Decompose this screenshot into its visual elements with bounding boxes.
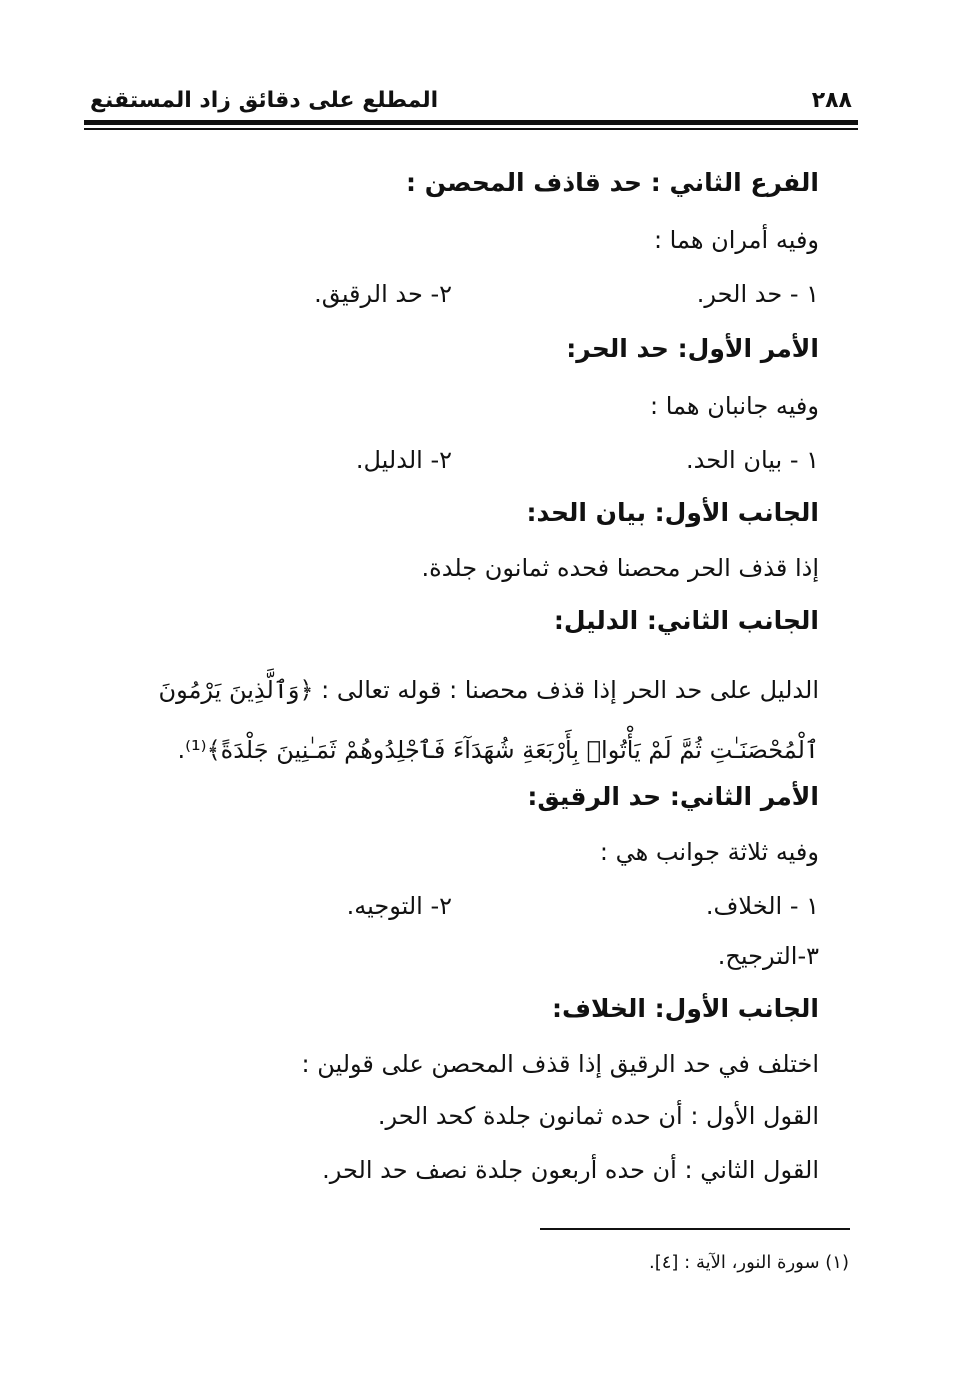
running-title: المطلع على دقائق زاد المستقنع [90,88,439,113]
subheading: الجانب الثاني: الدليل: [553,606,819,635]
header-rule-thin [84,128,858,130]
text-line: وفيه ثلاثة جوانب هي : [599,838,819,866]
subheading: الأمر الأول: حد الحر: [566,334,819,363]
footnote-rule [540,1228,850,1230]
text-line: اختلف في حد الرقيق إذا قذف المحصن على قولين : [301,1050,819,1078]
list-item-1: ١ - حد الحر. [696,280,819,308]
subheading: الجانب الأول: الخلاف: [551,994,819,1023]
list-item-1: ١ - الخلاف. [705,892,819,920]
section-heading: الفرع الثاني : حد قاذف المحصن : [406,168,819,197]
list-item-2: ٢- الدليل. [355,446,452,474]
text-line: وفيه أمران هما : [653,226,819,254]
text-line: وفيه جانبان هما : [650,392,819,420]
subheading: الجانب الأول: بيان الحد: [526,498,819,527]
header-rule-thick [84,120,858,125]
quran-paragraph: الدليل على حد الحر إذا قذف محصنا : قوله تعالى : ﴿وَٱلَّذِينَ يَرْمُونَ ٱلْمُحْصَنَـٰتِ ثُمَّ لَمْ يَأْتُوا۟ بِأَرْبَعَةِ شُهَدَآءَ فَٱجْلِدُوهُمْ ثَمَـٰنِينَ جَلْدَةً﴾⁽¹⁾. [158,676,819,764]
list-item-2: ٢- التوجيه. [346,892,452,920]
subheading: الأمر الثاني: حد الرقيق: [527,782,819,811]
page-header [84,88,858,122]
list-item-3: ٣-الترجيح. [717,942,819,970]
text-line: القول الأول : أن حده ثمانون جلدة كحد الحر. [377,1102,819,1130]
text-line: إذا قذف الحر محصنا فحده ثمانون جلدة. [421,554,819,582]
footnote: (١) سورة النور، الآية : [٤]. [649,1252,849,1273]
list-item-2: ٢- حد الرقيق. [314,280,452,308]
text-line: القول الثاني : أن حده أربعون جلدة نصف حد الحر. [322,1156,819,1184]
list-item-1: ١ - بيان الحد. [686,446,819,474]
page-number: ٢٨٨ [811,88,852,113]
